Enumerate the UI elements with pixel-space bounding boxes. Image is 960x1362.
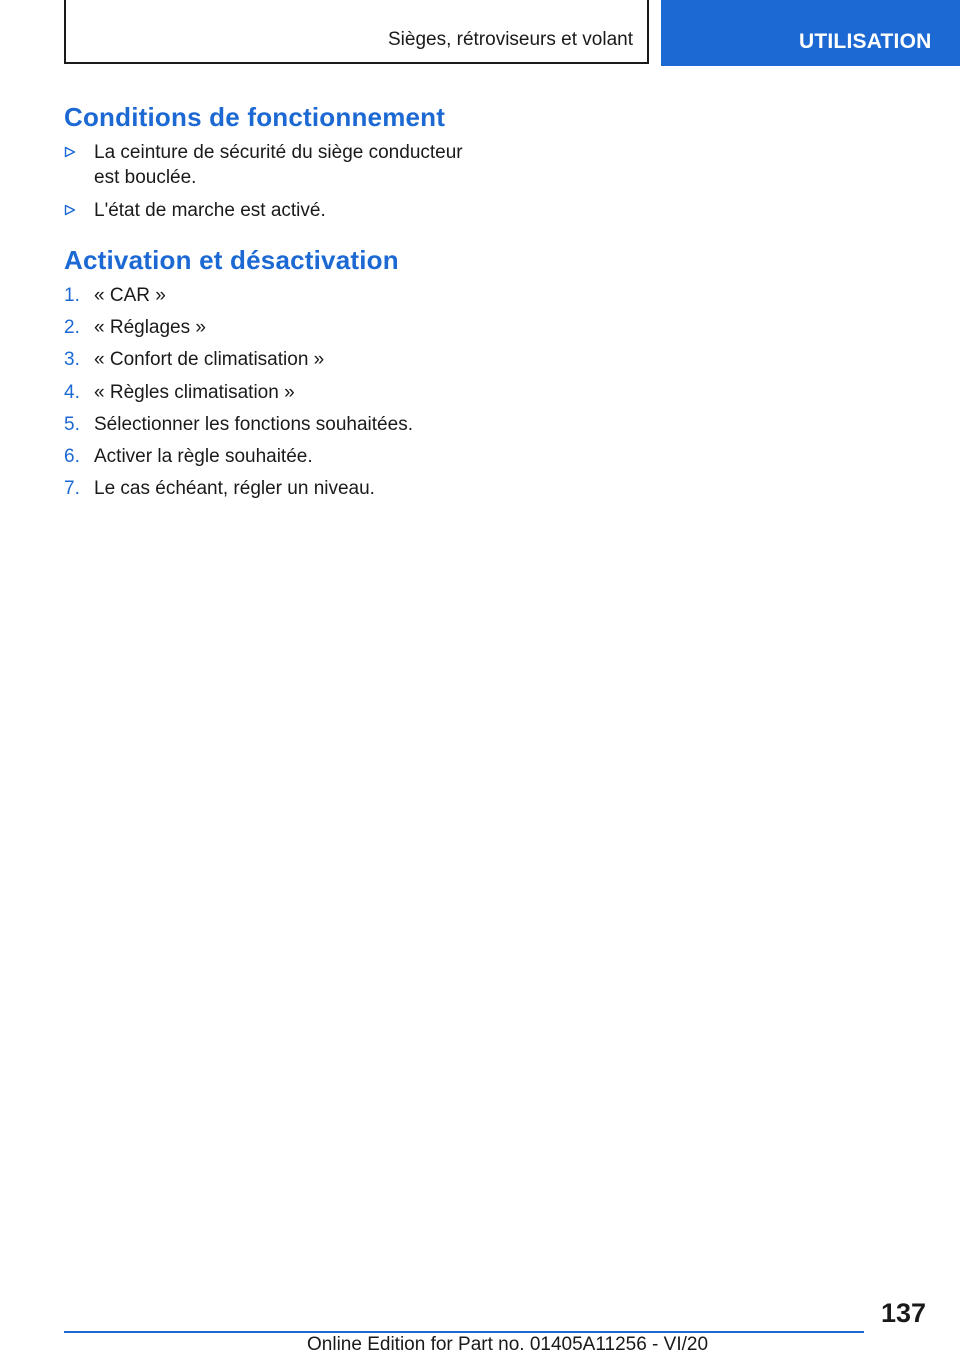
step-text: « Réglages » bbox=[94, 317, 206, 339]
step-item bbox=[64, 347, 484, 372]
step-number: 3. bbox=[64, 349, 80, 371]
step-text: « CAR » bbox=[94, 285, 166, 306]
step-text: Activer la règle souhaitée. bbox=[94, 445, 313, 467]
step-item bbox=[64, 412, 484, 437]
activation-steps bbox=[64, 283, 484, 501]
section-title: Sièges, rétroviseurs et volant bbox=[387, 29, 633, 50]
list-item bbox=[64, 198, 484, 223]
conditions-list bbox=[64, 140, 484, 223]
list-item bbox=[64, 140, 484, 190]
step-item bbox=[64, 476, 484, 501]
page-header bbox=[0, 0, 960, 66]
step-number: 7. bbox=[64, 478, 80, 500]
page-content bbox=[64, 100, 484, 508]
page-number: 137 bbox=[880, 1298, 926, 1328]
triangle-bullet-icon bbox=[64, 204, 76, 216]
heading-activation: Activation et désactivation bbox=[64, 245, 399, 275]
step-number: 4. bbox=[64, 381, 80, 403]
step-number: 5. bbox=[64, 413, 80, 435]
list-item-text: L'état de marche est activé. bbox=[94, 200, 326, 221]
step-text: Sélectionner les fonctions souhaitées. bbox=[94, 413, 413, 435]
step-item bbox=[64, 283, 484, 308]
step-number: 1. bbox=[64, 285, 80, 306]
step-text: « Règles climatisation » bbox=[94, 381, 295, 403]
step-item bbox=[64, 444, 484, 469]
step-item bbox=[64, 380, 484, 405]
heading-conditions: Conditions de fonctionnement bbox=[64, 102, 446, 132]
step-number: 6. bbox=[64, 445, 80, 467]
list-item-text: La ceinture de sécurité du siège conducteur est bouclée. bbox=[94, 142, 463, 188]
chapter-tab-label: UTILISATION bbox=[799, 30, 932, 53]
chapter-tab bbox=[661, 0, 960, 66]
section-title-box bbox=[64, 0, 649, 64]
step-text: « Confort de climatisation » bbox=[94, 349, 325, 371]
step-text: Le cas échéant, régler un niveau. bbox=[94, 478, 375, 500]
step-number: 2. bbox=[64, 317, 80, 339]
edition-note: Online Edition for Part no. 01405A11256 - VI/20 bbox=[307, 1334, 709, 1355]
triangle-bullet-icon bbox=[64, 146, 76, 158]
footer-divider bbox=[64, 1331, 864, 1333]
step-item bbox=[64, 315, 484, 340]
